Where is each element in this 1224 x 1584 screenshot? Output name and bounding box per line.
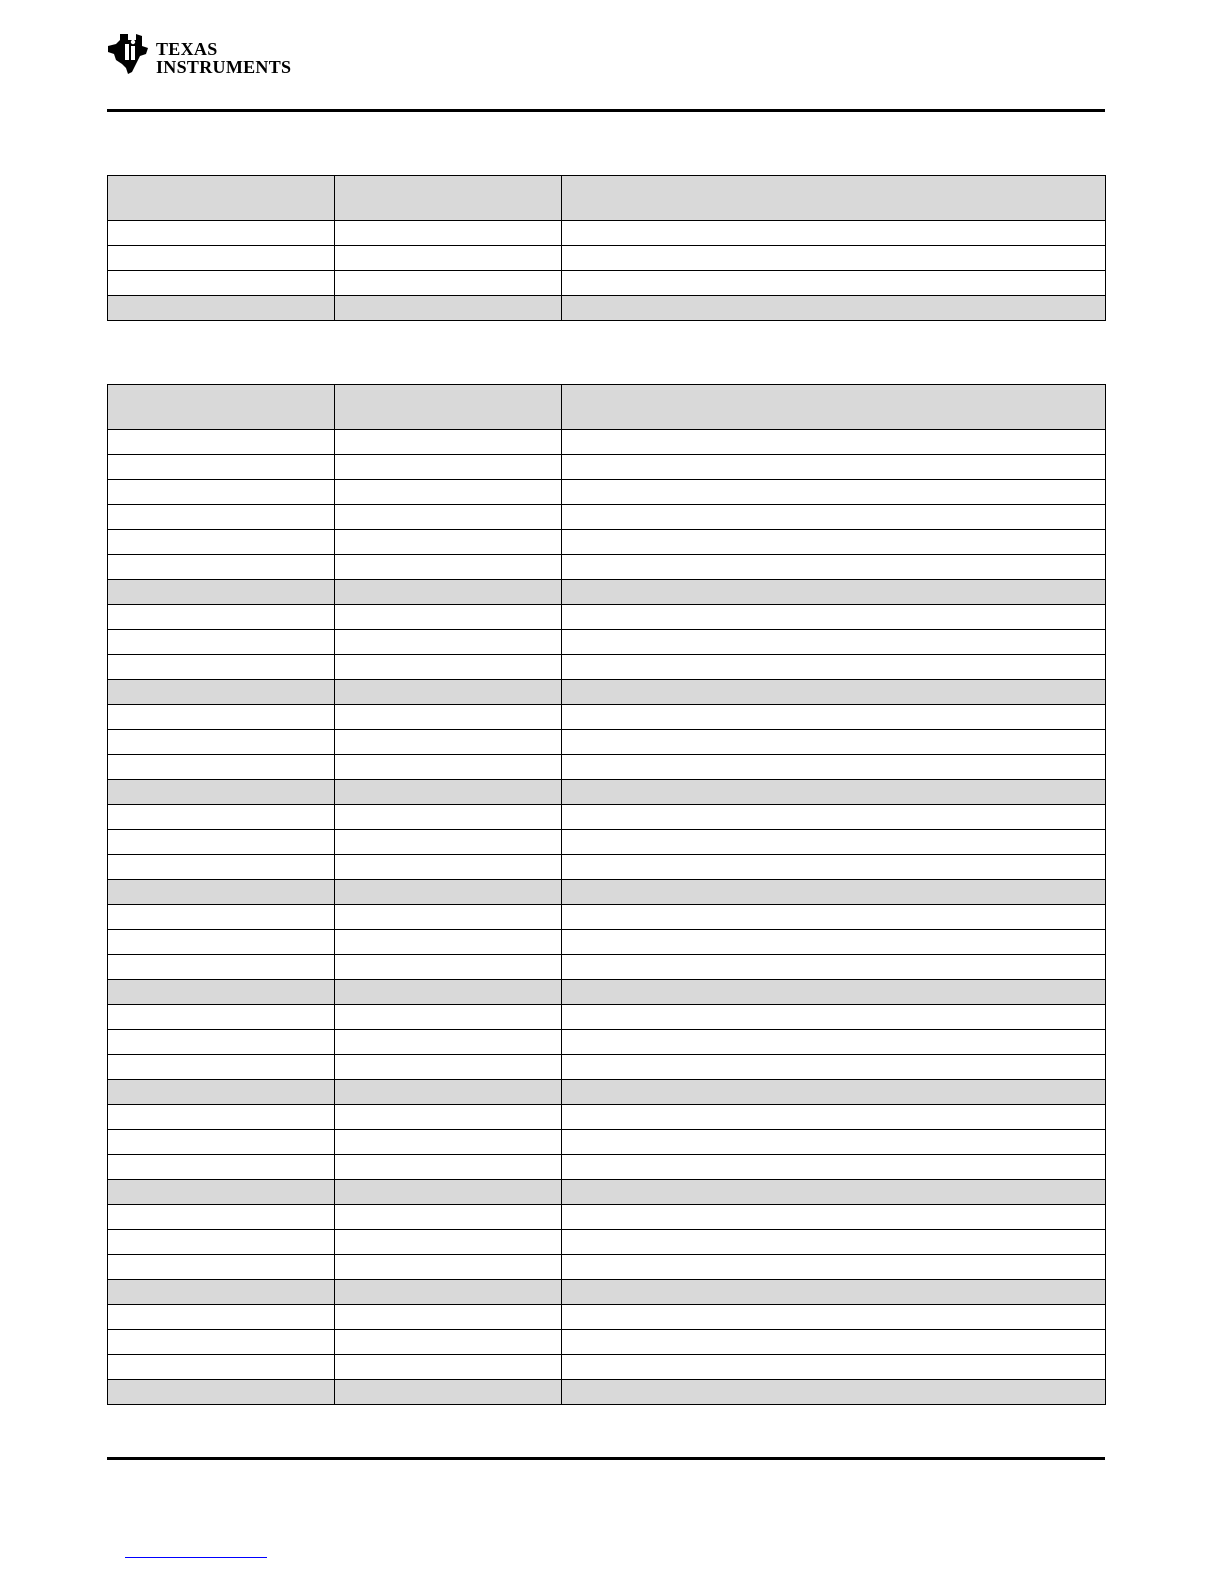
table-cell [562,830,1106,855]
table-cell [562,955,1106,980]
table-cell [335,680,562,705]
table-cell [562,680,1106,705]
table-cell [562,271,1106,296]
table-row [108,1030,1106,1055]
table-cell [562,530,1106,555]
table-cell [335,1105,562,1130]
table-row [108,1105,1106,1130]
table-cell [335,930,562,955]
table-cell [108,1305,335,1330]
table-2 [107,384,1106,1405]
table-cell [108,176,335,221]
table-cell [335,730,562,755]
table-cell [562,505,1106,530]
table-cell [562,780,1106,805]
table-cell [562,1130,1106,1155]
table-cell [562,1005,1106,1030]
table-cell [108,930,335,955]
table-cell [562,1055,1106,1080]
table-cell [335,246,562,271]
table-cell [562,880,1106,905]
table-cell [335,1330,562,1355]
table-cell [108,980,335,1005]
table-cell [562,1305,1106,1330]
logo-line-1: TEXAS [156,39,218,59]
table-cell [562,930,1106,955]
table-row [108,430,1106,455]
table-cell [562,1105,1106,1130]
table-cell [335,980,562,1005]
table-cell [108,830,335,855]
table-cell [335,630,562,655]
table-cell [335,855,562,880]
table-cell [335,1305,562,1330]
table-cell [108,1355,335,1380]
table-row [108,705,1106,730]
table-cell [108,955,335,980]
table-cell [335,1030,562,1055]
table-cell [335,1180,562,1205]
table-cell [335,780,562,805]
table-row [108,805,1106,830]
ti-logo [106,32,296,82]
table-cell [335,755,562,780]
table-cell [562,1180,1106,1205]
table-cell [335,1005,562,1030]
table-cell [108,805,335,830]
table-row [108,1055,1106,1080]
ti-logo-icon [106,32,150,76]
table-cell [335,1205,562,1230]
table-cell [108,1205,335,1230]
table-cell [562,905,1106,930]
footer-link-underline[interactable] [125,1557,267,1558]
table-cell [335,880,562,905]
table-row [108,1355,1106,1380]
ti-wordmark [156,40,291,76]
table-cell [335,296,562,321]
header-rule [107,109,1105,112]
table-row [108,580,1106,605]
table-cell [108,1030,335,1055]
table-cell [335,605,562,630]
table-cell [335,530,562,555]
table-cell [108,246,335,271]
table-row [108,680,1106,705]
table-cell [562,1255,1106,1280]
table-row [108,480,1106,505]
table-cell [562,980,1106,1005]
table-cell [335,505,562,530]
table-cell [108,1180,335,1205]
table-cell [108,655,335,680]
table-cell [562,630,1106,655]
table-row [108,905,1106,930]
table-cell [335,705,562,730]
table-cell [335,430,562,455]
table-cell [335,580,562,605]
table-row [108,530,1106,555]
table-cell [335,1255,562,1280]
table-cell [562,855,1106,880]
table-row [108,855,1106,880]
table-cell [108,1255,335,1280]
table-header-row [108,385,1106,430]
table-cell [108,880,335,905]
table-cell [108,730,335,755]
table-cell [108,1080,335,1105]
table-row [108,1005,1106,1030]
table-cell [562,555,1106,580]
table-row [108,246,1106,271]
table-cell [562,655,1106,680]
table-cell [562,296,1106,321]
table-row [108,630,1106,655]
table-cell [335,1355,562,1380]
table-cell [335,905,562,930]
table-cell [108,530,335,555]
table-cell [335,655,562,680]
table-row [108,1380,1106,1405]
table-cell [335,176,562,221]
table-cell [108,680,335,705]
table-row [108,605,1106,630]
table-cell [562,1080,1106,1105]
table-cell [562,580,1106,605]
table-cell [335,1055,562,1080]
table-cell [562,176,1106,221]
table-row [108,1330,1106,1355]
table-cell [108,480,335,505]
table-row [108,955,1106,980]
table-row [108,980,1106,1005]
table-cell [562,430,1106,455]
table-row [108,1280,1106,1305]
table-cell [108,780,335,805]
table-row [108,1080,1106,1105]
table-row [108,1230,1106,1255]
table-row [108,1130,1106,1155]
table-cell [562,805,1106,830]
table-cell [108,1130,335,1155]
table-row [108,1155,1106,1180]
table-row [108,830,1106,855]
table-cell [108,1330,335,1355]
table-cell [562,455,1106,480]
table-cell [108,1380,335,1405]
table-cell [562,1155,1106,1180]
table-cell [108,385,335,430]
table-cell [108,1005,335,1030]
table-cell [562,385,1106,430]
table-cell [335,1380,562,1405]
table-row [108,455,1106,480]
table-cell [108,855,335,880]
table-cell [335,555,562,580]
table-cell [335,830,562,855]
table-row [108,1205,1106,1230]
table-cell [335,1230,562,1255]
table-cell [335,221,562,246]
table-cell [562,1205,1106,1230]
table-cell [562,1380,1106,1405]
table-cell [108,905,335,930]
table-row [108,780,1106,805]
table-cell [562,1355,1106,1380]
table-cell [562,755,1106,780]
table-cell [108,430,335,455]
table-cell [108,605,335,630]
table-cell [108,1280,335,1305]
table-row [108,655,1106,680]
footer-rule [107,1457,1105,1460]
table-cell [335,955,562,980]
table-cell [108,221,335,246]
table-row [108,1180,1106,1205]
table-cell [108,580,335,605]
table-cell [335,1130,562,1155]
table-cell [108,1055,335,1080]
table-cell [108,555,335,580]
table-row [108,296,1106,321]
table-cell [108,755,335,780]
table-cell [335,455,562,480]
table-row [108,1255,1106,1280]
table-row [108,755,1106,780]
table-cell [562,1330,1106,1355]
table-cell [335,480,562,505]
table-cell [108,455,335,480]
table-cell [108,505,335,530]
table-cell [108,705,335,730]
table-cell [335,1280,562,1305]
table-cell [335,805,562,830]
table-cell [562,705,1106,730]
table-cell [108,630,335,655]
table-row [108,930,1106,955]
table-1 [107,175,1106,321]
table-cell [108,1155,335,1180]
table-row [108,1305,1106,1330]
table-cell [335,1155,562,1180]
table-row [108,555,1106,580]
table-cell [562,1030,1106,1055]
table-row [108,271,1106,296]
table-cell [108,1105,335,1130]
table-cell [562,480,1106,505]
table-cell [335,385,562,430]
table-cell [335,271,562,296]
table-cell [562,605,1106,630]
table-cell [562,221,1106,246]
table-row [108,730,1106,755]
table-cell [335,1080,562,1105]
table-cell [108,271,335,296]
table-row [108,880,1106,905]
table-row [108,505,1106,530]
table-cell [108,1230,335,1255]
table-cell [562,730,1106,755]
table-header-row [108,176,1106,221]
table-cell [108,296,335,321]
table-cell [562,246,1106,271]
table-cell [562,1230,1106,1255]
table-row [108,221,1106,246]
logo-line-2: INSTRUMENTS [156,57,292,77]
table-cell [562,1280,1106,1305]
